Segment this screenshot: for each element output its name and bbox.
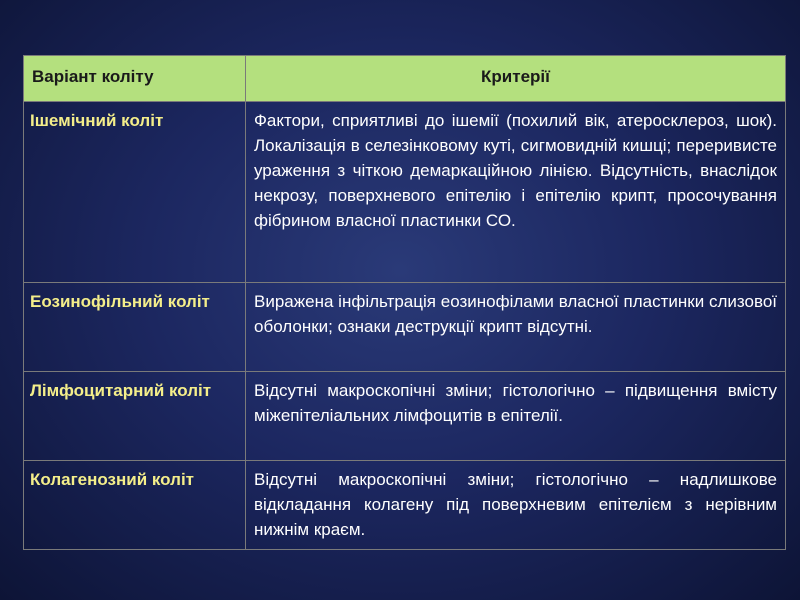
table-row [24, 102, 786, 283]
variant-cell: Колагенозний коліт [24, 461, 246, 550]
table-row [24, 372, 786, 461]
colitis-criteria-table [23, 55, 786, 550]
header-variant: Варіант коліту [24, 56, 246, 102]
header-criteria: Критерії [246, 56, 786, 102]
criteria-cell: Відсутні макроскопічні зміни; гістологічно – підвищення вмісту міжепітеліальних лімфоцитів в епітелії. [246, 372, 786, 461]
variant-cell: Ішемічний коліт [24, 102, 246, 283]
table-row [24, 283, 786, 372]
variant-cell: Еозинофільний коліт [24, 283, 246, 372]
variant-cell: Лімфоцитарний коліт [24, 372, 246, 461]
table-row [24, 461, 786, 550]
table-header-row [24, 56, 786, 102]
criteria-cell: Виражена інфільтрація еозинофілами власної пластинки слизової оболонки; ознаки деструкції крипт відсутні. [246, 283, 786, 372]
criteria-cell: Відсутні макроскопічні зміни; гістологічно – надлишкове відкладання колагену під поверхневим епітелієм з нерівним нижнім краєм. [246, 461, 786, 550]
criteria-cell: Фактори, сприятливі до ішемії (похилий вік, атеросклероз, шок). Локалізація в селезінковому куті, сигмовидній кишці; переривисте ураження з чіткою демаркаційною лінією. Відсутність, внаслідок некрозу, поверхневого епітелію і епітелію крипт, просочування фібрином власної пластинки СО. [246, 102, 786, 283]
